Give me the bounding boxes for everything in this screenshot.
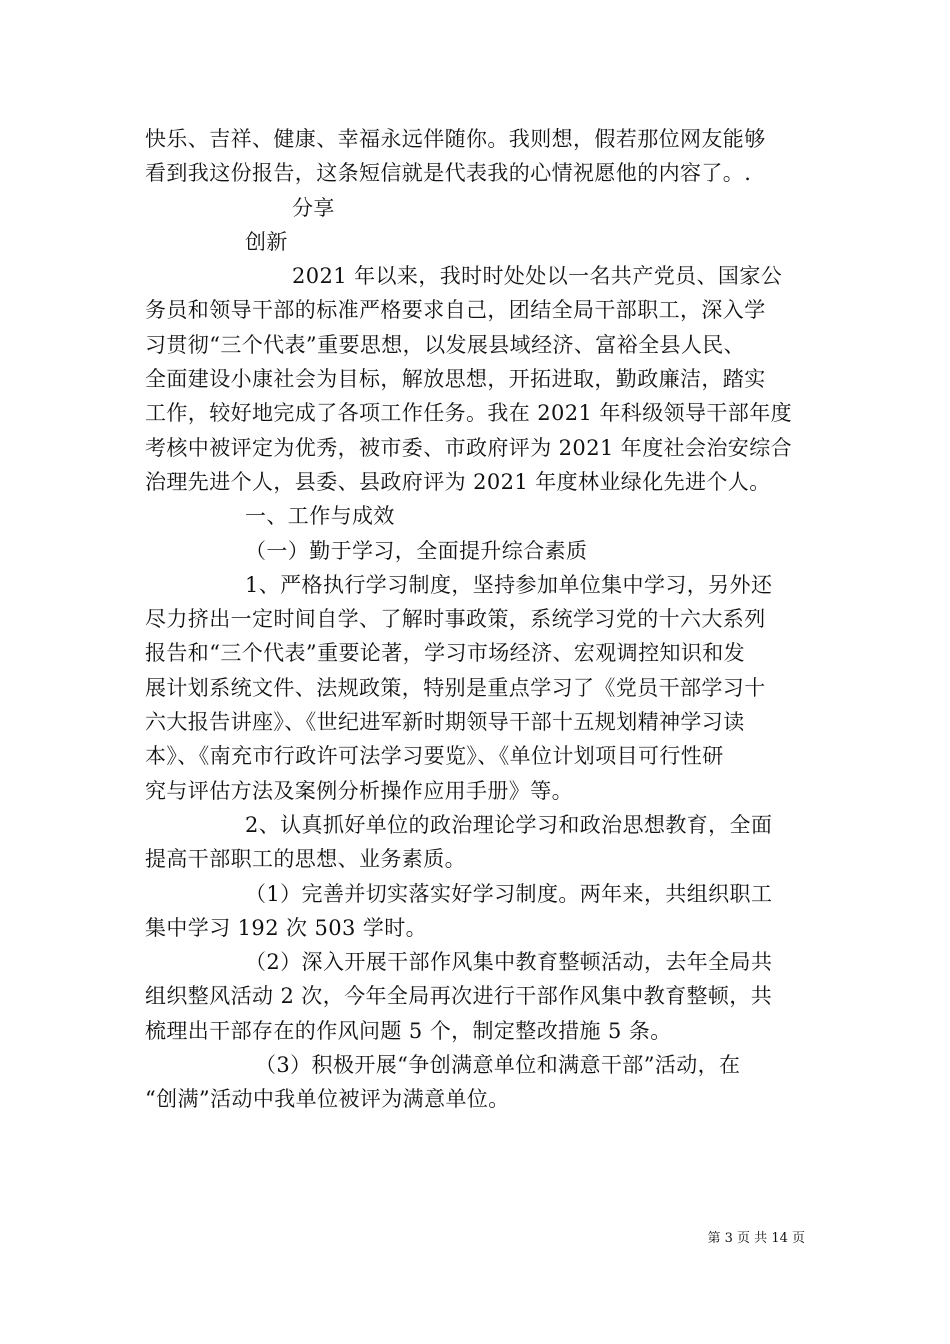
text-line: 工作，较好地完成了各项工作任务。我在 2021 年科级领导干部年度: [145, 401, 792, 426]
text-line: 治理先进个人，县委、县政府评为 2021 年度林业绿化先进个人。: [145, 469, 771, 494]
text-line: 集中学习 192 次 503 学时。: [145, 915, 428, 940]
text-line: 创新: [245, 229, 288, 254]
text-line: 2、认真抓好单位的政治理论学习和政治思想教育，全面: [245, 812, 773, 837]
text-line: 一、工作与成效: [245, 504, 395, 529]
text-line: （一）勤于学习，全面提升综合素质: [245, 538, 588, 563]
text-line: 提高干部职工的思想、业务素质。: [145, 847, 466, 872]
text-line: 分享: [292, 195, 335, 220]
page-number-footer: 第 3 页 共 14 页: [707, 1231, 805, 1246]
text-line: 1、严格执行学习制度，坚持参加单位集中学习，另外还: [245, 572, 773, 597]
text-line: 展计划系统文件、法规政策，特别是重点学习了《党员干部学习十: [145, 675, 766, 700]
body-text: [145, 122, 805, 1117]
text-line: 快乐、吉祥、健康、幸福永远伴随你。我则想，假若那位网友能够: [145, 127, 766, 151]
text-line: 本》、《南充市行政许可法学习要览》、《单位计划项目可行性研: [145, 744, 724, 769]
text-line: 全面建设小康社会为目标，解放思想，开拓进取，勤政廉洁，踏实: [145, 367, 766, 392]
text-line: 务员和领导干部的标准严格要求自己，团结全局干部职工，深入学: [145, 298, 766, 323]
text-line: 尽力挤出一定时间自学、了解时事政策，系统学习党的十六大系列: [145, 607, 766, 632]
text-line: 考核中被评定为优秀，被市委、市政府评为 2021 年度社会治安综合: [145, 435, 792, 460]
text-line: 究与评估方法及案例分析操作应用手册》等。: [145, 778, 573, 803]
text-line: 六大报告讲座》、《世纪进军新时期领导干部十五规划精神学习读: [145, 710, 745, 735]
text-line: 看到我这份报告，这条短信就是代表我的心情祝愿他的内容了。.: [145, 161, 752, 186]
text-line: 梳理出干部存在的作风问题 5 个，制定整改措施 5 条。: [145, 1018, 672, 1043]
text-line: （2）深入开展干部作风集中教育整顿活动，去年全局共: [245, 950, 773, 975]
text-line: 习贯彻“三个代表”重要思想，以发展县域经济、富裕全县人民、: [145, 332, 746, 357]
text-line: “创满”活动中我单位被评为满意单位。: [145, 1087, 510, 1112]
text-line: 2021 年以来，我时时处处以一名共产党员、国家公: [292, 264, 783, 289]
text-line: （3）积极开展“争创满意单位和满意干部”活动，在: [255, 1053, 741, 1078]
text-line: （1）完善并切实落实好学习制度。两年来，共组织职工: [245, 881, 773, 906]
text-line: 组织整风活动 2 次，今年全局再次进行干部作风集中教育整顿，共: [145, 984, 773, 1009]
text-line: 报告和“三个代表”重要论著，学习市场经济、宏观调控知识和发: [145, 641, 746, 666]
